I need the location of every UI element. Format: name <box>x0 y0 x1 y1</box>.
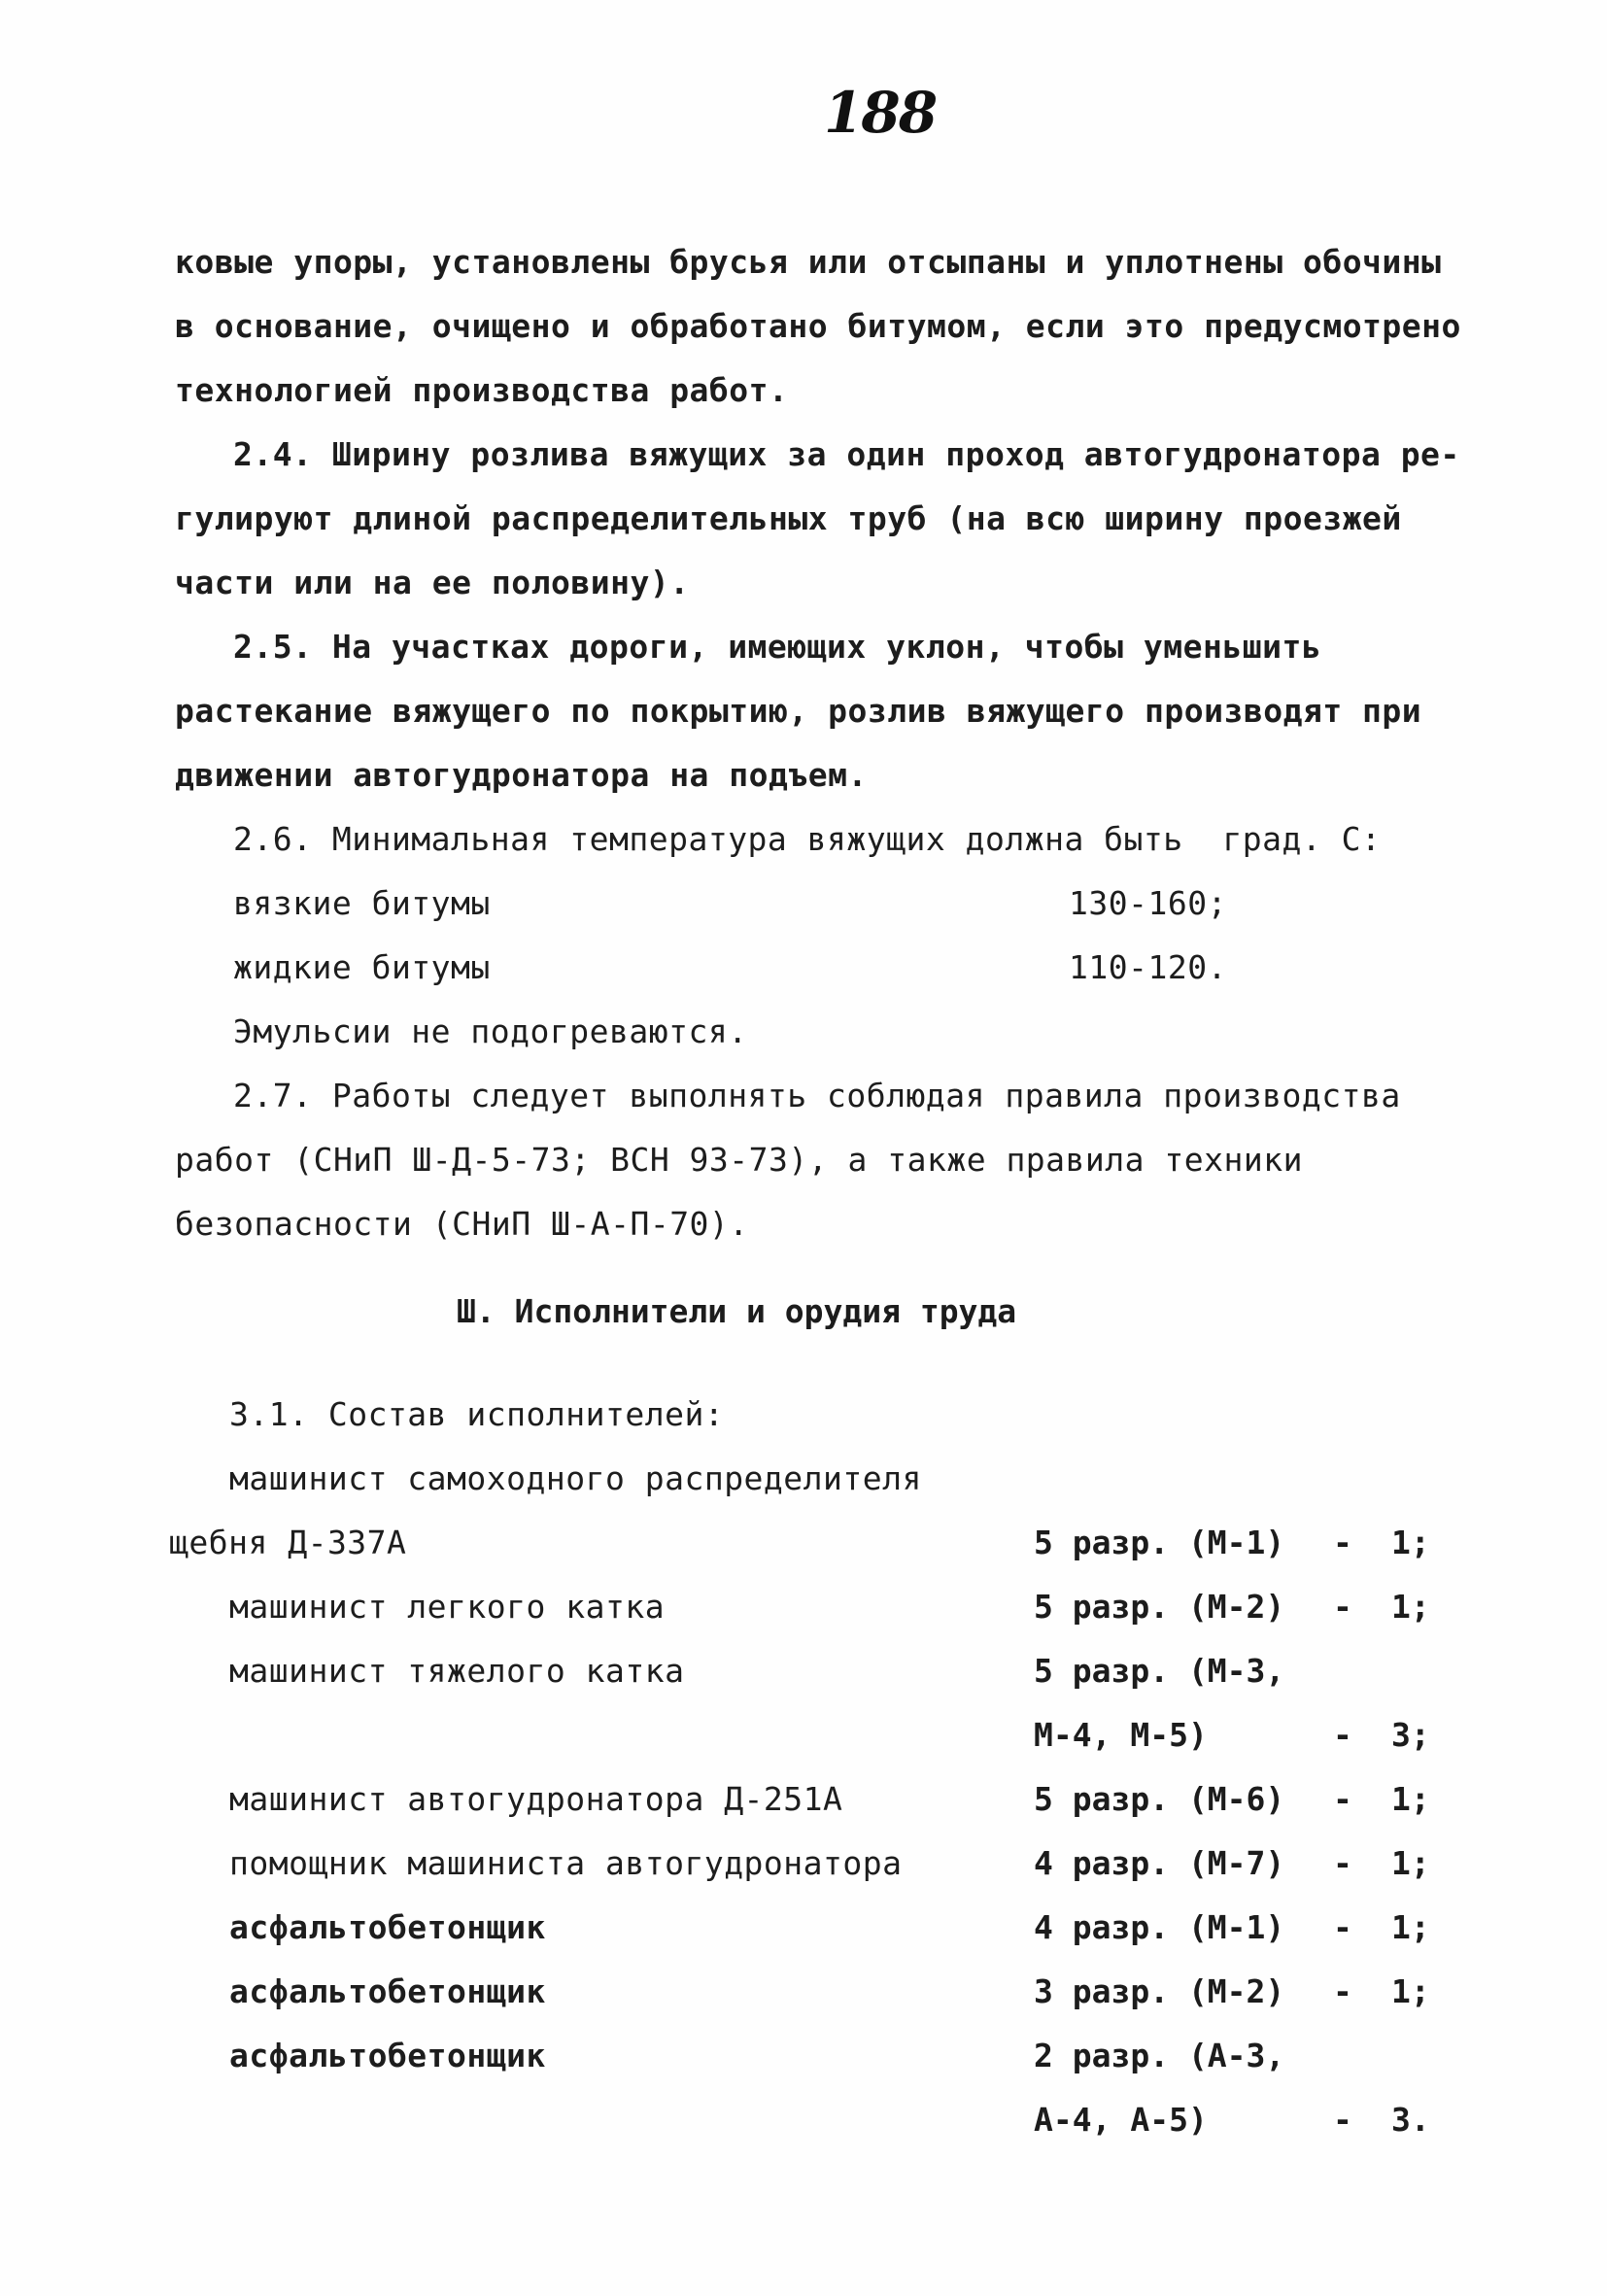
staff-dash: - <box>1333 1524 1352 1561</box>
staff-grade: 3 разр. (М-2) <box>1034 1972 1285 2010</box>
staff-label: щебня Д-337А <box>169 1524 407 1561</box>
paragraph-2-4-line: части или на ее половину). <box>175 564 690 601</box>
staff-grade: 5 разр. (М-3, <box>1034 1652 1285 1690</box>
staff-label: машинист легкого катка <box>229 1588 666 1626</box>
staff-grade: 4 разр. (М-7) <box>1034 1844 1285 1882</box>
staff-count: 3; <box>1391 1716 1430 1754</box>
staff-dash: - <box>1333 1972 1352 2010</box>
staff-dash: - <box>1333 1588 1352 1626</box>
text-line: в основание, очищено и обработано битумом, если это предусмотрено <box>175 307 1461 345</box>
staff-label: асфальтобетонщик <box>229 1972 546 2010</box>
paragraph-2-4-line: 2.4. Ширину розлива вяжущих за один проход автогудронатора ре- <box>233 435 1460 473</box>
staff-label: асфальтобетонщик <box>229 1908 546 1946</box>
staff-label: машинист тяжелого катка <box>229 1652 685 1690</box>
paragraph-2-7-line: 2.7. Работы следует выполнять соблюдая правила производства <box>233 1077 1401 1114</box>
staff-dash: - <box>1333 1780 1352 1818</box>
staff-label: помощник машиниста автогудронатора <box>229 1844 903 1882</box>
staff-grade: 2 разр. (А-3, <box>1034 2037 1285 2074</box>
staff-grade: 4 разр. (М-1) <box>1034 1908 1285 1946</box>
staff-count: 3. <box>1391 2101 1430 2139</box>
section-heading: Ш. Исполнители и орудия труда <box>457 1292 1017 1330</box>
staff-dash: - <box>1333 1908 1352 1946</box>
page-number: 188 <box>824 80 937 146</box>
paragraph-2-5-line: движении автогудронатора на подъем. <box>175 756 868 794</box>
emulsion-note: Эмульсии не подогреваются. <box>233 1012 748 1050</box>
staff-grade: А-4, А-5) <box>1034 2101 1208 2139</box>
staff-label: машинист самоходного распределителя <box>229 1459 922 1497</box>
paragraph-2-7-line: безопасности (СНиП Ш-А-П-70). <box>175 1205 749 1243</box>
paragraph-2-5-line: растекание вяжущего по покрытию, розлив вяжущего производят при <box>175 692 1422 730</box>
staff-count: 1; <box>1391 1588 1430 1626</box>
staff-grade: 5 разр. (М-2) <box>1034 1588 1285 1626</box>
temperature-value: 130-160; <box>1069 884 1227 922</box>
paragraph-3-1-intro: 3.1. Состав исполнителей: <box>229 1395 725 1433</box>
paragraph-2-7-line: работ (СНиП Ш-Д-5-73; ВСН 93-73), а также правила техники <box>175 1141 1303 1179</box>
staff-count: 1; <box>1391 1908 1430 1946</box>
paragraph-2-5-line: 2.5. На участках дороги, имеющих уклон, чтобы уменьшить <box>233 628 1322 666</box>
text-line: ковые упоры, установлены брусья или отсыпаны и уплотнены обочины <box>175 243 1442 281</box>
staff-grade: 5 разр. (М-1) <box>1034 1524 1285 1561</box>
staff-dash: - <box>1333 2101 1352 2139</box>
staff-count: 1; <box>1391 1972 1430 2010</box>
staff-dash: - <box>1333 1844 1352 1882</box>
temperature-value: 110-120. <box>1069 948 1227 986</box>
paragraph-2-6-intro: 2.6. Минимальная температура вяжущих должна быть град. С: <box>233 820 1382 858</box>
staff-label: асфальтобетонщик <box>229 2037 546 2074</box>
staff-label: машинист автогудронатора Д-251А <box>229 1780 843 1818</box>
staff-count: 1; <box>1391 1844 1430 1882</box>
staff-count: 1; <box>1391 1524 1430 1561</box>
text-line: технологией производства работ. <box>175 371 789 409</box>
paragraph-2-4-line: гулируют длиной распределительных труб (на всю ширину проезжей <box>175 499 1402 537</box>
staff-count: 1; <box>1391 1780 1430 1818</box>
staff-grade: 5 разр. (М-6) <box>1034 1780 1285 1818</box>
temperature-label: жидкие битумы <box>233 948 491 986</box>
staff-grade: М-4, М-5) <box>1034 1716 1208 1754</box>
temperature-label: вязкие битумы <box>233 884 491 922</box>
staff-dash: - <box>1333 1716 1352 1754</box>
